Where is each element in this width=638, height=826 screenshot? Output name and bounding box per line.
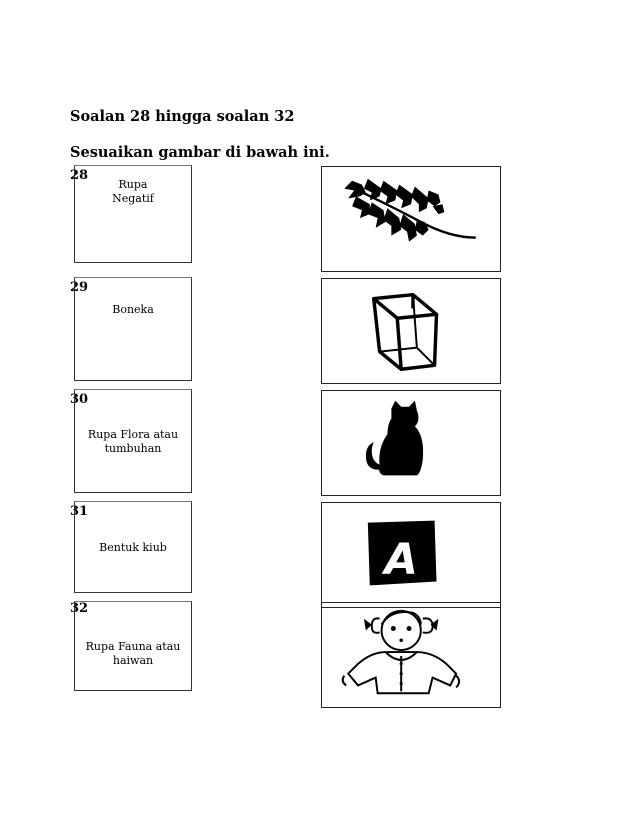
doll-icon <box>322 603 500 707</box>
picture-box-cat <box>321 390 501 496</box>
picture-box-doll <box>321 602 501 708</box>
label-text: Rupa Fauna atau haiwan <box>85 640 181 667</box>
picture-box-fern <box>321 166 501 272</box>
picture-box-cube <box>321 278 501 384</box>
label-box <box>74 501 192 593</box>
cat-silhouette-icon <box>322 391 500 495</box>
label-box <box>74 165 192 263</box>
worksheet-title: Soalan 28 hingga soalan 32 <box>70 108 295 125</box>
question-number: 32 <box>70 601 89 616</box>
picture-box-letter-a <box>321 502 501 608</box>
letter-a-block-icon <box>322 503 500 607</box>
cube-icon <box>322 279 500 383</box>
label-text: Rupa Negatif <box>112 178 154 205</box>
label-text: Bentuk kiub <box>99 541 167 554</box>
fern-leaf-icon <box>322 167 500 271</box>
block-letter: A <box>384 534 418 585</box>
label-text: Boneka <box>112 303 154 316</box>
question-number: 28 <box>70 168 89 183</box>
question-number: 31 <box>70 504 89 519</box>
worksheet-instruction: Sesuaikan gambar di bawah ini. <box>70 144 330 161</box>
label-box <box>74 601 192 691</box>
label-text: Rupa Flora atau tumbuhan <box>87 428 179 455</box>
label-box <box>74 389 192 493</box>
label-box <box>74 277 192 381</box>
question-number: 29 <box>70 280 89 295</box>
question-number: 30 <box>70 392 89 407</box>
